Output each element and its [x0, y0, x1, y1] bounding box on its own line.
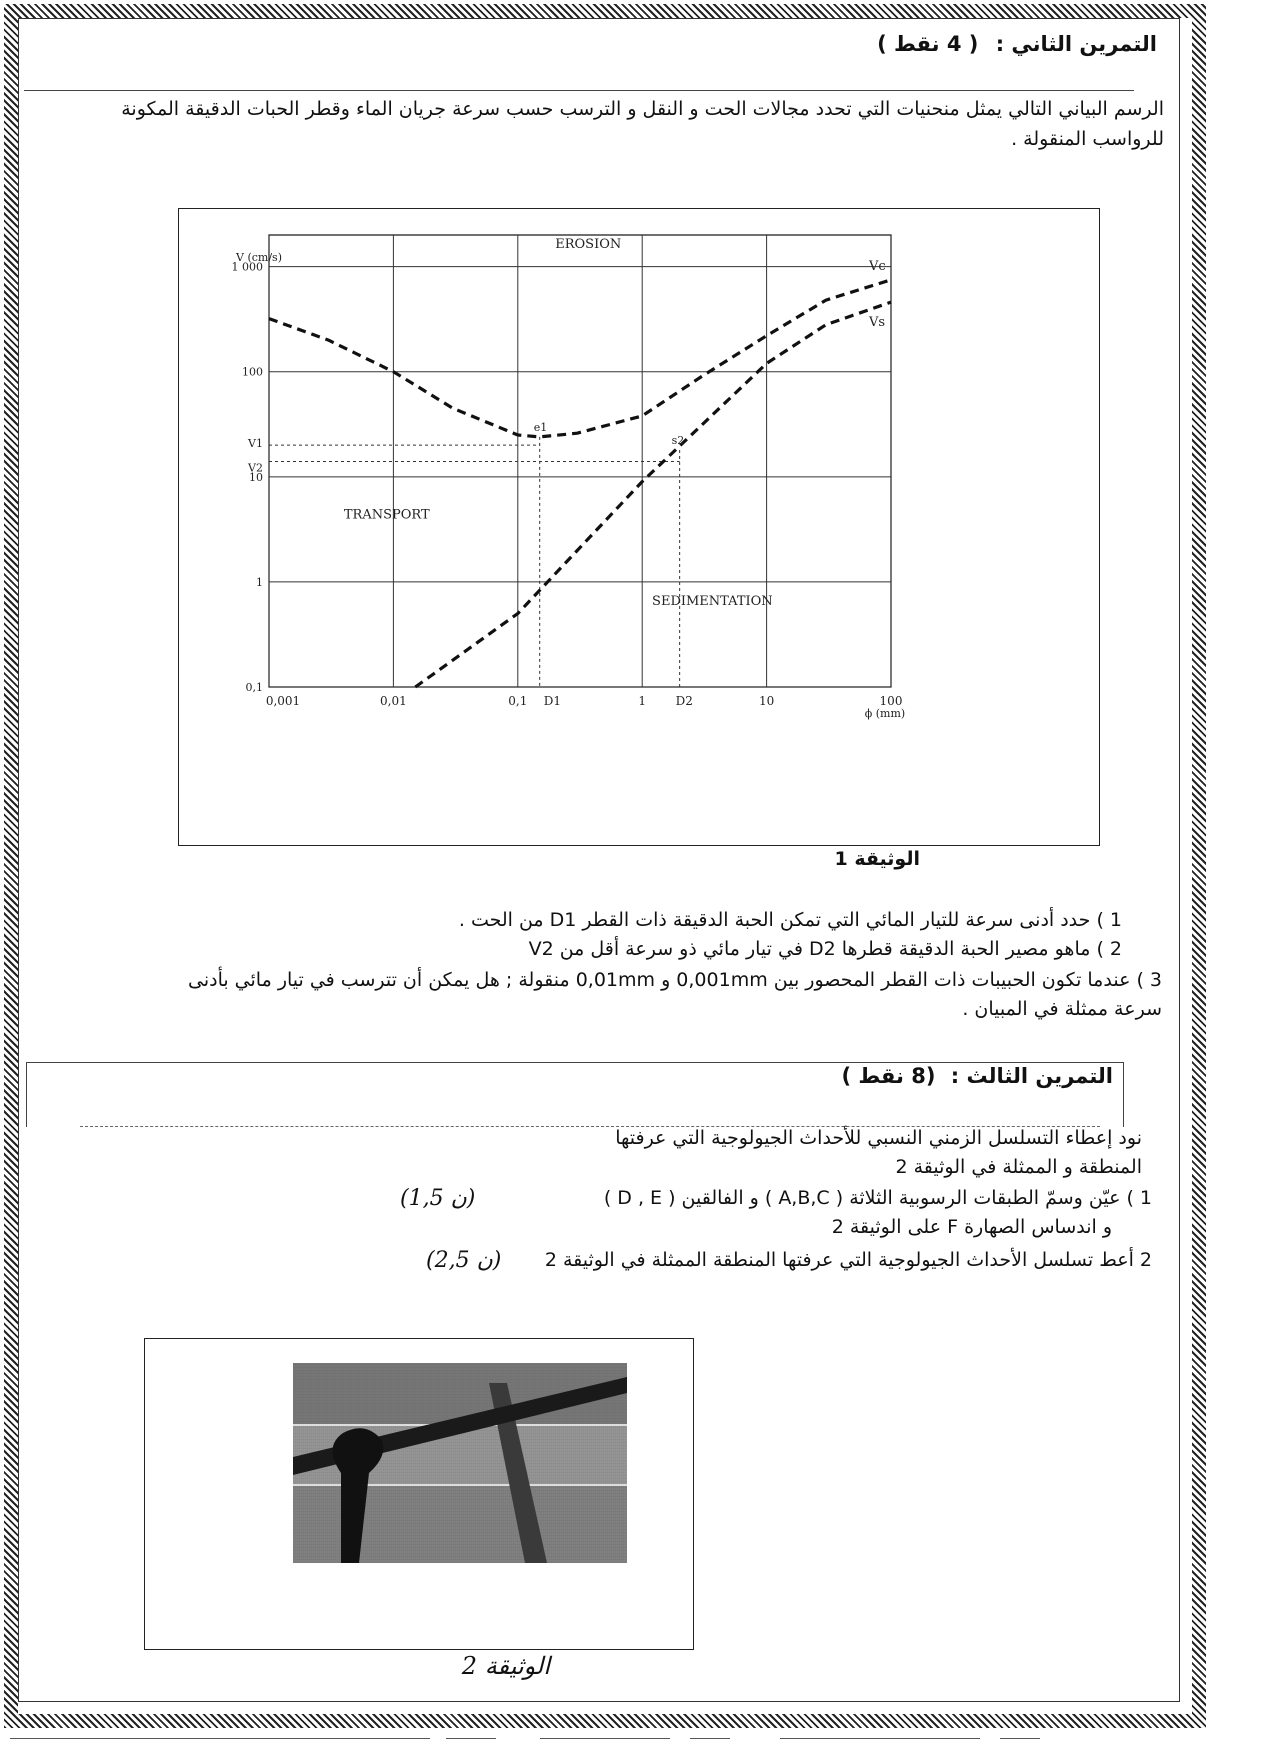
x-tick-label: 0,01: [380, 694, 407, 708]
exercise2-header: [837, 32, 1157, 56]
chart-labels: [232, 237, 906, 720]
exercise3-points: (8 نقط ): [841, 1064, 936, 1088]
y-tick-label: 100: [242, 365, 263, 379]
series-line-Vc: [269, 280, 891, 437]
y-axis-label: V (cm/s): [236, 251, 282, 264]
chart-reference-lines: [269, 437, 680, 687]
footer-line-3: [540, 1738, 670, 1739]
exercise2-title: التمرين الثاني :: [995, 32, 1157, 56]
plot-area: [269, 235, 891, 687]
x-tick-label: 100: [879, 694, 903, 708]
footer-line-1: [10, 1738, 430, 1739]
exercise3-title: التمرين الثالث :: [950, 1064, 1113, 1088]
exercise3-question-1-line2: و اندساس الصهارة F على الوثيقة 2: [831, 1216, 1112, 1238]
d2-label: D2: [675, 694, 693, 708]
exercise3-intro: [360, 1124, 1142, 1182]
x-tick-label: 10: [758, 694, 775, 708]
exercise3-intro-line2: المنطقة و الممثلة في الوثيقة 2: [895, 1156, 1142, 1178]
exercise3-intro-line1: نود إعطاء التسلسل الزمني النسبي للأحداث الجيولوجية التي عرفتها: [615, 1127, 1142, 1149]
exercise3-header: [793, 1064, 1113, 1088]
region-label: SEDIMENTATION: [652, 594, 773, 610]
y-tick-label: 10: [249, 470, 263, 484]
y-tick-label: 1: [256, 575, 263, 589]
exercise3-question-1: [480, 1184, 1152, 1242]
question-3-line2: سرعة ممثلة في المبيان .: [962, 998, 1162, 1020]
series-label-Vc: Vc: [869, 258, 886, 274]
point-e1-label: e1: [533, 420, 548, 434]
exercise2-intro: [26, 94, 1164, 154]
document2-figure: [144, 1338, 694, 1650]
geology-drawing: [293, 1363, 627, 1563]
y-tick-label: 1 000: [231, 260, 263, 274]
exercise2-points: ( 4 نقط ): [877, 32, 979, 56]
exercise2-intro-line2: للرواسب المنقولة .: [1011, 128, 1164, 150]
series-line-Vs: [415, 302, 891, 687]
document1-caption: الوثيقة 1: [834, 848, 920, 870]
series-label-Vs: Vs: [869, 315, 886, 331]
exercise2-questions: [26, 906, 1122, 964]
geology-cross-section-image: [293, 1363, 627, 1563]
exercise2-separator: [24, 90, 1134, 91]
v1-label: V1: [248, 437, 263, 451]
erosion-transport-chart: [179, 209, 1099, 845]
chart-series: [269, 280, 891, 687]
question-1: 1 ) حدد أدنى سرعة للتيار المائي التي تمكن الحبة الدقيقة ذات القطر D1 من الحت .: [458, 909, 1122, 931]
d1-label: D1: [543, 694, 561, 708]
footer-line-6: [1000, 1738, 1040, 1739]
exercise2-intro-line1: الرسم البياني التالي يمثل منحنيات التي تحدد مجالات الحت و النقل و الترسب حسب سرعة جريان الماء وقطر الحبات الدقيقة المكونة: [121, 98, 1164, 120]
x-tick-label: 1: [638, 694, 647, 708]
exercise3-question-1-score: (ن 1,5): [400, 1186, 476, 1211]
exercise3-question-1-line1: 1 ) عيّن وسمّ الطبقات الرسوبية الثلاثة ( A,B,C ) و الفالقين ( D , E ): [603, 1187, 1152, 1209]
exercise3-question-2-score: (ن 2,5): [426, 1248, 502, 1273]
region-label: TRANSPORT: [343, 507, 430, 523]
footer-line-2: [446, 1738, 496, 1739]
question-3: [26, 966, 1162, 1024]
point-s2-label: s2: [671, 433, 685, 447]
y-tick-label: 0,1: [245, 681, 263, 694]
exercise3-question-2: 2 أعط تسلسل الأحداث الجيولوجية التي عرفتها المنطقة الممثلة في الوثيقة 2: [544, 1249, 1152, 1271]
x-tick-label: 0,001: [265, 694, 301, 708]
x-tick-label: 0,1: [508, 694, 528, 708]
chart-grid: [269, 235, 891, 687]
question-2: 2 ) ماهو مصير الحبة الدقيقة قطرها D2 في تيار مائي ذو سرعة أقل من V2: [528, 938, 1122, 960]
region-label: EROSION: [555, 237, 622, 253]
x-axis-label: ϕ (mm): [864, 707, 906, 720]
footer-line-5: [780, 1738, 980, 1739]
v2-label: V2: [248, 461, 263, 475]
footer-line-4: [690, 1738, 730, 1739]
document1-figure: [178, 208, 1100, 846]
question-3-line1: 3 ) عندما تكون الحبيبات ذات القطر المحصور بين 0,001mm و 0,01mm منقولة ; هل يمكن أن تترسب في تيار مائي بأدنى: [187, 969, 1162, 991]
document2-caption: الوثيقة 2: [461, 1652, 550, 1680]
